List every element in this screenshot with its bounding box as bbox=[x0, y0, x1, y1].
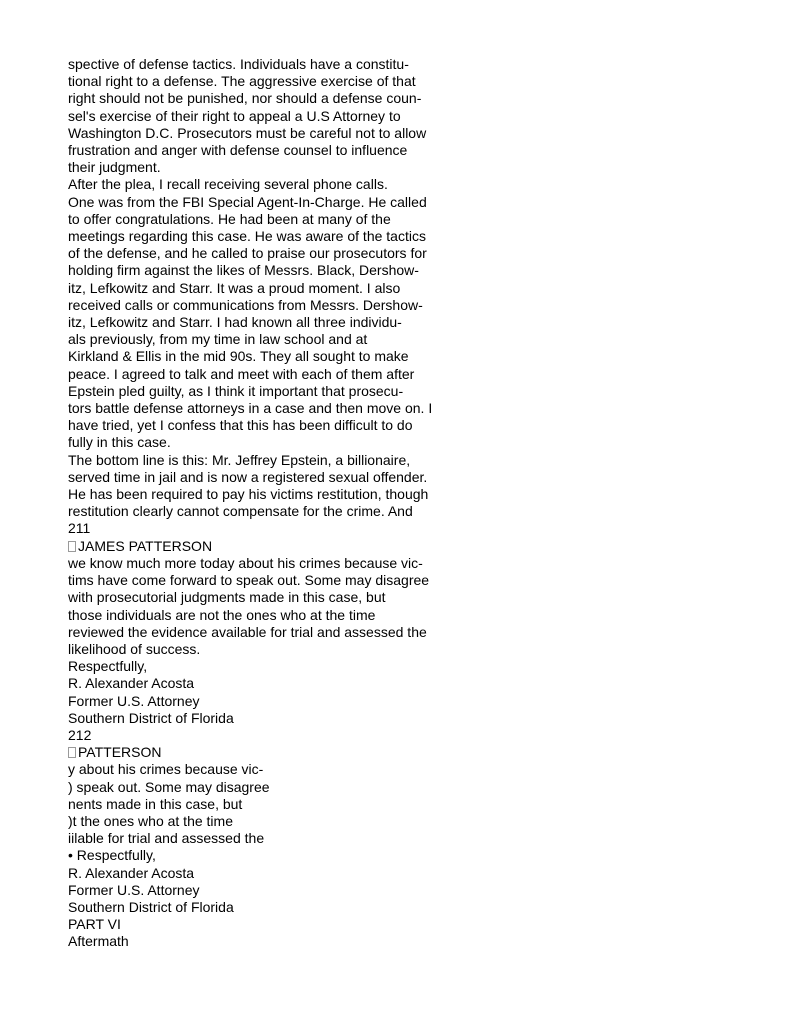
fragment-line: y about his crimes because vic- bbox=[68, 761, 264, 778]
running-header bbox=[68, 744, 478, 761]
text-line: meetings regarding this case. He was aware of the tactics bbox=[68, 228, 426, 245]
closing: Respectfully, bbox=[68, 658, 148, 675]
text-line: als previously, from my time in law school and at bbox=[68, 331, 368, 348]
text-line: we know much more today about his crimes because vic- bbox=[68, 554, 423, 571]
text-line: Kirkland & Ellis in the mid 90s. They all sought to make bbox=[68, 348, 409, 365]
document-page bbox=[68, 56, 478, 951]
text-line: Epstein pled guilty, as I think it important that prosecu- bbox=[68, 382, 404, 399]
text-line: those individuals are not the ones who at the time bbox=[68, 606, 376, 623]
text-line: itz, Lefkowitz and Starr. It was a proud moment. I also bbox=[68, 279, 401, 296]
text-line: served time in jail and is now a registered sexual offender. bbox=[68, 468, 428, 485]
signature-name: R. Alexander Acosta bbox=[68, 675, 195, 692]
page-number: 212 bbox=[68, 726, 92, 743]
signature-title: Former U.S. Attorney bbox=[68, 881, 200, 898]
missing-glyph-icon bbox=[68, 747, 76, 758]
fragment-line: ) speak out. Some may disagree bbox=[68, 778, 270, 795]
text-line: The bottom line is this: Mr. Jeffrey Epstein, a billionaire, bbox=[68, 451, 411, 468]
fragment-line: iilable for trial and assessed the bbox=[68, 830, 265, 847]
text-line: tims have come forward to speak out. Some may disagree bbox=[68, 572, 430, 589]
text-line: likelihood of success. bbox=[68, 640, 201, 657]
text-line: holding firm against the likes of Messrs. Black, Dershow- bbox=[68, 262, 419, 279]
running-header-text: PATTERSON bbox=[78, 744, 162, 761]
signature-title: Former U.S. Attorney bbox=[68, 692, 200, 709]
page-number: 211 bbox=[68, 520, 91, 537]
text-line: tional right to a defense. The aggressive exercise of that bbox=[68, 73, 416, 90]
fragment-line: nents made in this case, but bbox=[68, 795, 243, 812]
running-header-text: JAMES PATTERSON bbox=[78, 537, 213, 554]
text-line: itz, Lefkowitz and Starr. I had known all three individu- bbox=[68, 314, 402, 331]
text-line: spective of defense tactics. Individuals have a constitu- bbox=[68, 56, 409, 72]
text-line: right should not be punished, nor should a defense coun- bbox=[68, 90, 422, 107]
text-line: to offer congratulations. He had been at many of the bbox=[68, 210, 391, 227]
part-heading: PART VI bbox=[68, 916, 121, 933]
text-line: have tried, yet I confess that this has been difficult to do bbox=[68, 417, 413, 434]
fragment-line: )t the ones who at the time bbox=[68, 812, 233, 829]
text-line: peace. I agreed to talk and meet with each of them after bbox=[68, 365, 415, 382]
text-line: He has been required to pay his victims restitution, though bbox=[68, 486, 429, 503]
running-header bbox=[68, 538, 478, 555]
text-line: restitution clearly cannot compensate for the crime. And bbox=[68, 503, 413, 520]
text-line: with prosecutorial judgments made in this case, but bbox=[68, 589, 386, 606]
signature-name: R. Alexander Acosta bbox=[68, 864, 195, 881]
text-line: frustration and anger with defense counsel to influence bbox=[68, 142, 408, 159]
closing: • Respectfully, bbox=[68, 847, 156, 864]
text-line: tors battle defense attorneys in a case and then move on. I bbox=[68, 400, 433, 417]
text-line: fully in this case. bbox=[68, 434, 171, 451]
text-line: sel's exercise of their right to appeal a U.S Attorney to bbox=[68, 107, 401, 124]
text-line: their judgment. bbox=[68, 159, 161, 176]
text-line: reviewed the evidence available for trial and assessed the bbox=[68, 623, 427, 640]
text-line: Washington D.C. Prosecutors must be careful not to allow bbox=[68, 124, 427, 141]
signature-district: Southern District of Florida bbox=[68, 709, 234, 726]
text-line: received calls or communications from Messrs. Dershow- bbox=[68, 296, 423, 313]
text-line: of the defense, and he called to praise our prosecutors for bbox=[68, 245, 427, 262]
missing-glyph-icon bbox=[68, 541, 76, 552]
text-line: One was from the FBI Special Agent-In-Charge. He called bbox=[68, 193, 427, 210]
signature-district: Southern District of Florida bbox=[68, 898, 234, 915]
part-title: Aftermath bbox=[68, 933, 129, 950]
text-line: After the plea, I recall receiving several phone calls. bbox=[68, 176, 388, 193]
